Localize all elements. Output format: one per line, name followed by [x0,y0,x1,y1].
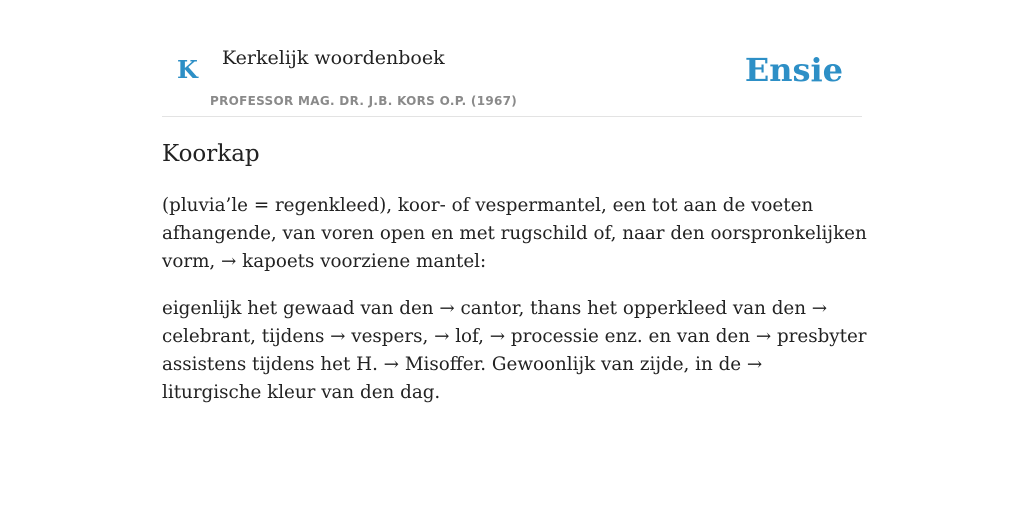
letter-index[interactable]: K [177,55,198,84]
header [162,0,862,117]
entry-paragraph: (pluvia’le = regenkleed), koor- of vespermantel, een tot aan de voeten afhangende, van voren open en met rugschild of, naar den oorspronkelijken vorm, → kapoets voorziene mantel: [162,195,867,272]
entry-headword: Koorkap [162,141,260,167]
ensie-logo[interactable]: Ensie [744,51,843,89]
book-title[interactable]: Kerkelijk woordenboek [222,47,445,69]
author-line: PROFESSOR MAG. DR. J.B. KORS O.P. (1967) [210,94,518,108]
entry-content [162,136,867,407]
entry-paragraph: eigenlijk het gewaad van den → cantor, thans het opperkleed van den → celebrant, tijdens → vespers, → lof, → processie enz. en van den → presbyter assistens tijdens het H. → Misoffer. Gewoonlijk van zijde, in de → liturgische kleur van den dag. [162,298,867,403]
